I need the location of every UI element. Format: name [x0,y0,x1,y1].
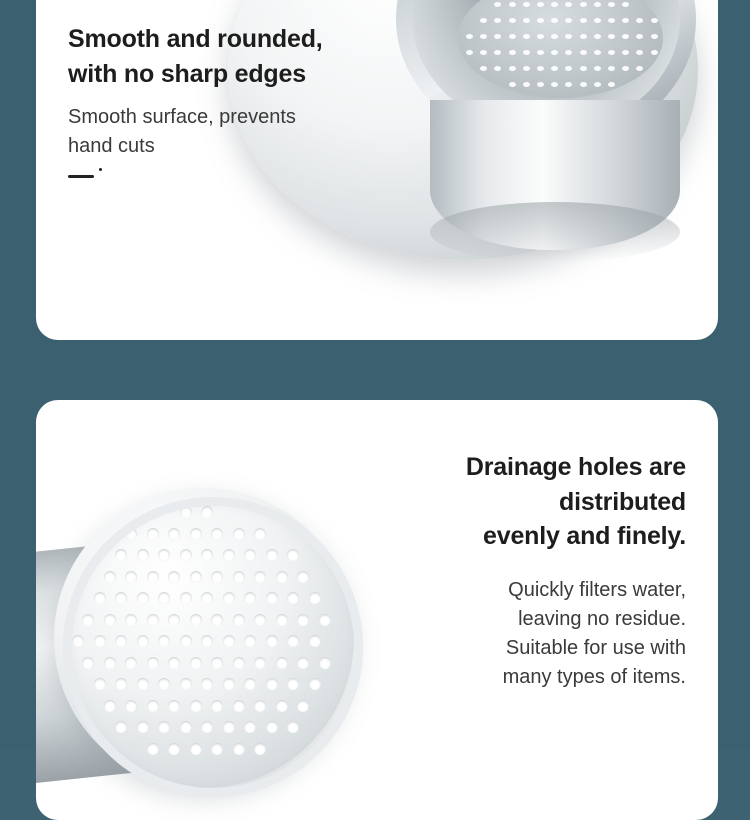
drain-hole [319,614,331,626]
drain-hole [147,571,159,583]
drain-hole [223,592,235,604]
drain-hole [509,34,516,39]
strainer-cup-photo [36,460,416,820]
drain-hole [190,571,202,583]
drain-hole [94,678,106,690]
drain-hole [537,66,544,71]
drain-hole [622,50,629,55]
drain-hole [651,50,658,55]
card1-subtitle-line-1: Smooth surface, prevents [68,106,296,128]
drain-hole [137,549,149,561]
drain-hole [158,678,170,690]
drain-hole [494,2,501,7]
drain-hole [168,657,180,669]
drain-hole [608,34,615,39]
drain-hole [608,82,615,87]
drain-hole [266,721,278,733]
drain-hole [115,592,127,604]
drain-hole [509,18,516,23]
drain-hole [244,592,256,604]
bowl-bottom-shadow [430,202,680,262]
drain-hole [190,528,202,540]
feature-card-2-text [386,450,686,692]
drain-hole [509,66,516,71]
drain-hole [168,614,180,626]
drain-hole [125,528,137,540]
card1-title [68,22,398,91]
drain-hole [287,549,299,561]
card2-subtitle-line-3: Suitable for use with [505,636,686,659]
drain-hole [201,592,213,604]
drain-hole [125,657,137,669]
drain-hole [72,635,84,647]
drain-hole [115,721,127,733]
drain-hole [622,34,629,39]
drain-hole [244,678,256,690]
drain-hole [551,82,558,87]
drain-hole [266,592,278,604]
drain-hole [636,34,643,39]
drain-hole [276,571,288,583]
drain-hole [537,2,544,7]
drain-hole [254,743,266,755]
drain-hole [104,657,116,669]
drain-hole [594,18,601,23]
drain-hole [190,700,202,712]
drain-hole [180,592,192,604]
drain-hole [244,721,256,733]
drain-hole [537,34,544,39]
card2-title [386,450,686,554]
drain-hole [523,18,530,23]
drain-hole [594,66,601,71]
drain-hole [211,528,223,540]
drain-hole [233,700,245,712]
drain-hole [509,50,516,55]
drain-hole [651,34,658,39]
drain-hole [580,82,587,87]
drain-hole [523,2,530,7]
drain-hole [147,700,159,712]
drain-hole [565,50,572,55]
drain-hole [266,635,278,647]
drain-hole [180,549,192,561]
drain-hole [201,678,213,690]
drain-hole [276,657,288,669]
drain-hole [94,592,106,604]
drain-hole [287,721,299,733]
drain-hole [594,34,601,39]
drain-hole [297,614,309,626]
card1-title-line-2: with no sharp edges [68,59,306,88]
drain-hole [480,66,487,71]
drain-hole [608,2,615,7]
drain-hole [180,506,192,518]
drain-hole [594,50,601,55]
drain-hole [537,18,544,23]
card1-divider-group [68,161,398,183]
drain-hole [137,721,149,733]
drain-hole [137,635,149,647]
drain-hole [211,571,223,583]
drain-hole [147,614,159,626]
drain-hole [94,635,106,647]
drain-hole [223,678,235,690]
drain-hole [580,50,587,55]
drain-hole [115,549,127,561]
drain-hole [651,18,658,23]
card2-subtitle-line-1: Quickly filters water, [508,578,686,601]
drain-hole [254,700,266,712]
drain-hole [622,2,629,7]
drain-hole [115,635,127,647]
drain-hole [201,506,213,518]
drain-hole [580,34,587,39]
drain-hole [266,678,278,690]
drain-hole [190,614,202,626]
drain-hole [158,635,170,647]
drain-hole [147,743,159,755]
drain-hole [233,528,245,540]
drain-hole [266,549,278,561]
drain-hole [137,592,149,604]
drain-hole [168,571,180,583]
drain-hole [523,34,530,39]
drain-hole [211,743,223,755]
drain-hole [523,66,530,71]
feature-card-smooth-edges [36,0,718,340]
drain-hole [608,50,615,55]
drain-hole [565,34,572,39]
drain-hole [523,50,530,55]
drain-hole [594,82,601,87]
drain-hole [82,657,94,669]
drain-hole [551,18,558,23]
drain-hole [104,571,116,583]
drain-hole [580,2,587,7]
drain-hole [636,50,643,55]
drain-hole [509,82,516,87]
drain-hole [494,50,501,55]
drain-hole [565,66,572,71]
drain-hole [125,614,137,626]
drain-hole [233,614,245,626]
drain-hole [287,678,299,690]
drain-hole [319,657,331,669]
drain-hole [190,657,202,669]
drain-hole [309,592,321,604]
drain-hole [494,18,501,23]
drain-hole [594,2,601,7]
drain-hole [244,635,256,647]
drain-hole [565,2,572,7]
drain-hole [480,50,487,55]
drain-hole [158,549,170,561]
drain-hole [254,614,266,626]
drain-hole [608,66,615,71]
drain-hole [233,657,245,669]
drain-hole [168,528,180,540]
card2-title-line-1: Drainage holes are [465,453,686,481]
drain-hole [254,528,266,540]
card2-title-line-2: distributed [559,487,686,516]
drain-hole [551,66,558,71]
drain-hole [223,549,235,561]
drain-hole [180,678,192,690]
feature-card-drainage-holes [36,400,718,820]
card2-subtitle-line-2: leaving no residue. [518,607,686,630]
card1-subtitle-line-2: hand cuts [68,135,155,157]
drain-hole [168,700,180,712]
card2-subtitle-line-4: many types of items. [502,665,686,688]
card2-title-line-3: evenly and finely. [483,522,686,550]
drain-hole [223,635,235,647]
drain-hole [551,34,558,39]
drain-hole [125,700,137,712]
drain-hole [622,18,629,23]
drain-hole [622,66,629,71]
drain-hole [565,82,572,87]
drain-hole [190,743,202,755]
drain-hole [158,721,170,733]
drain-hole [254,657,266,669]
drain-hole [180,635,192,647]
drain-hole [180,721,192,733]
drain-hole [509,2,516,7]
drain-hole [466,34,473,39]
feature-card-1-text [68,22,398,183]
drain-hole [537,82,544,87]
drain-hole [537,50,544,55]
drain-hole [125,571,137,583]
drain-hole [233,571,245,583]
drain-hole [276,614,288,626]
drain-hole [211,657,223,669]
drain-hole [297,700,309,712]
drain-hole [168,743,180,755]
drain-hole [201,635,213,647]
drain-hole [104,614,116,626]
card1-title-line-1: Smooth and rounded, [68,25,323,53]
card2-subtitle [386,576,686,692]
drain-hole [158,592,170,604]
drain-hole [147,528,159,540]
divider-dot [99,168,102,171]
drain-hole [115,678,127,690]
drain-hole [201,721,213,733]
drain-hole [254,571,266,583]
cup-perforated-face [54,488,354,788]
drain-hole [233,743,245,755]
drain-hole [244,549,256,561]
drain-hole [309,635,321,647]
drain-hole [523,82,530,87]
drain-hole [636,66,643,71]
drain-hole [201,549,213,561]
drain-hole [466,50,473,55]
drain-hole [287,635,299,647]
drain-hole [551,2,558,7]
divider-dash [68,175,94,178]
drain-hole [494,34,501,39]
card1-subtitle [68,103,398,161]
drain-hole [82,614,94,626]
drain-hole [276,700,288,712]
drain-hole [137,678,149,690]
drain-hole [309,678,321,690]
drain-hole [211,700,223,712]
drain-hole [494,66,501,71]
drain-hole [147,657,159,669]
drain-hole [565,18,572,23]
drain-hole [580,18,587,23]
drain-hole [287,592,299,604]
drain-hole [608,18,615,23]
drain-hole [223,721,235,733]
drain-hole [551,50,558,55]
drain-hole [480,18,487,23]
drain-hole [297,657,309,669]
drain-hole [211,614,223,626]
drain-hole [480,34,487,39]
drain-hole [636,18,643,23]
drain-hole [104,700,116,712]
drain-hole [297,571,309,583]
drain-hole [580,66,587,71]
